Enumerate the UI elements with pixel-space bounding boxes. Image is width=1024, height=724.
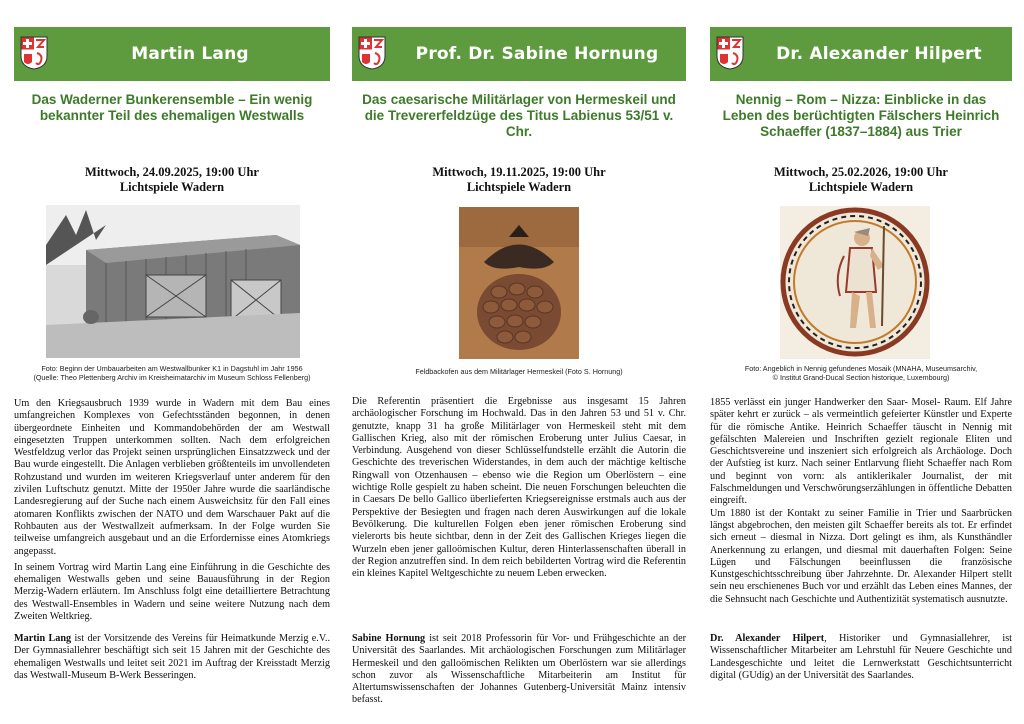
field-oven-photo bbox=[459, 207, 579, 359]
talk-title: Das caesarische Militärlager von Hermeskeil und die Trevererfeldzüge des Titus Labienus 53/51 v. Chr. bbox=[362, 92, 676, 139]
photo-caption: Foto: Beginn der Umbauarbeiten am Westwallbunker K1 in Dagstuhl im Jahr 1956 (Quelle: Theo Plettenberg Archiv im Kreisheimatarchiv im Museum Schloss Fellenberg) bbox=[33, 364, 311, 382]
event-date-time: Mittwoch, 25.02.2026, 19:00 Uhr bbox=[774, 165, 948, 179]
event-date-time: Mittwoch, 19.11.2025, 19:00 Uhr bbox=[432, 165, 606, 179]
talk-description bbox=[352, 396, 686, 584]
event-column-hornung bbox=[352, 0, 686, 724]
speaker-banner bbox=[352, 27, 686, 81]
event-column-lang bbox=[14, 0, 330, 724]
speaker-name: Martin Lang bbox=[131, 44, 249, 64]
mosaic-photo bbox=[780, 206, 930, 359]
talk-description bbox=[14, 398, 330, 627]
coat-of-arms-icon bbox=[716, 36, 744, 70]
description-paragraph: Um den Kriegsausbruch 1939 wurde in Wadern mit dem Bau eines umfangreichen Komplexes von Gefechtsständen begonnen, in denen übergeordnete Einheiten und Kommandobehörden der am Westwall eingesetzten Truppen unterkommen sollten. Nach dem erfolgreichen Westfeldzug verlor das Projekt seinen ursprünglichen Einsatzzweck und der Bau wurde eingestellt. Die Anlagen verblieben größtenteils im unvollendeten Rohzustand und wurden im weiteren Kriegsverlauf unter anderem für den zivilen Luftschutz genutzt. Mitte der 1950er Jahre wurde die saarländische Landesregierung auf der Suche nach einem Ausweichsitz für den Fall eines atomaren Konflikts zwischen der NATO und dem Warschauer Pakt auf die Rohbauten aus der Westwallzeit aufmerksam. In der Folge wurden Sie teilweise umfangreich ausgebaut und an die Erfordernisse eines Atomkriegs angepasst. bbox=[14, 398, 330, 557]
bio-text: , Historiker und Gymnasiallehrer, ist Wissenschaftlicher Mitarbeiter am Lehrstuhl für Neuere Geschichte und Landesgeschichte und leitet die Lernwerkstatt Geschichtsunterricht digital (GUdig) an der Universität des Saarlandes. bbox=[710, 633, 1012, 681]
description-paragraph: In seinem Vortrag wird Martin Lang eine Einführung in die Geschichte des ehemaligen Westwalls geben und seine Bauausführung in der Region Merzig-Wadern erläutern. Im Anschluss folgt eine detailliertere Betrachtung des Westwall-Ensembles in Wadern und seine weitere Nutzung nach dem Zweiten Weltkrieg. bbox=[14, 561, 330, 623]
photo-caption: Foto: Angeblich in Nennig gefundenes Mosaik (MNAHA, Museumsarchiv, © Institut Grand-Ducal Section historique, Luxembourg) bbox=[744, 364, 978, 382]
event-date-venue bbox=[14, 165, 330, 195]
description-paragraph: 1855 verlässt ein junger Handwerker den Saar- Mosel- Raum. Elf Jahre später kehrt er zurück – als vermeintlich gefeierter Künstler und Experte für die römische Antike. Heinrich Schaeffer täuscht in Nennig mit gefälschten Malereien und Inschriften gezielt regionale Eliten und Geschichtsvereine und inszeniert sich erfolgreich als Archäologe. Doch der Aufstieg ist kurz. Nach seiner Entlarvung flieht Schaeffer nach Rom und beginnt von vorn: als antiklerikaler Journalist, der mit Falschmeldungen und Verschwörungserzählungen in öffentliche Debatten eingreift. bbox=[710, 397, 1012, 507]
speaker-bio bbox=[352, 633, 686, 707]
event-date-venue bbox=[352, 165, 686, 195]
bio-text: ist der Vorsitzende des Vereins für Heimatkunde Merzig e.V.. Der Gymnasiallehrer beschäftigt sich seit 15 Jahren mit der Geschichte des ehemaligen Westwalls und leitet seit 2021 im Auftrag der Kreisstadt Merzig das Westwall-Museum B-Werk Besseringen. bbox=[14, 633, 330, 681]
speaker-bio bbox=[14, 633, 330, 682]
event-date-time: Mittwoch, 24.09.2025, 19:00 Uhr bbox=[85, 165, 259, 179]
photo-caption: Feldbackofen aus dem Militärlager Hermeskeil (Foto S. Hornung) bbox=[415, 367, 623, 376]
description-paragraph: Die Referentin präsentiert die Ergebnisse aus insgesamt 15 Jahren archäologischer Forschung im Hochwald. Das in den Jahren 53 und 51 v. Chr. genutzte, knapp 31 ha große Militärlager von Hermeskeil steht mit dem Gallischen Krieg, also mit der römischen Eroberung unter Julius Caesar, in Verbindung. Ausgehend von dieser Schlüsselfundstelle erzählt die Autorin die Geschichte des treverischen Widerstandes, in dem auch der mächtige keltische Ringwall von Otzenhausen – ebenso wie die Region um Oberlöstern – eine wichtige Rolle gespielt zu haben scheint. Die neuen Forschungen beleuchten die in Caesars De bello Gallico überlieferten Kriegsereignisse erstmals auch aus der Perspektive der Besiegten und fragen nach deren Auswirkungen auf die lokale Bevölkerung. Die kulturellen Folgen eben jener römischen Eroberung sind vielerorts bis heute sichtbar, denn in der Zeit des Gallischen Krieges liegen die Wurzeln eben jener galloömischen Kultur, deren Hinterlassenschaften überall in der Region anzutreffen sind. In dem reich bebilderten Vortrag wird die Referentin ein kleines Kapitel Weltgeschichte zu neuem Leben erwecken. bbox=[352, 396, 686, 580]
bio-text: ist seit 2018 Professorin für Vor- und Frühgeschichte an der Universität des Saarlandes. Mit archäologischen Forschungen zum Militärlager Hermeskeil und den galloömischen Relikten um Oberlöstern war sie allerdings schon zuvor als Wissenschaftliche Mitarbeiterin am Institut für Altertumswissenschaften der Johannes Gutenberg-Universität Mainz intensiv befasst. bbox=[352, 633, 687, 706]
speaker-banner bbox=[14, 27, 330, 81]
bunker-photo bbox=[46, 205, 300, 358]
speaker-name: Prof. Dr. Sabine Hornung bbox=[415, 44, 659, 64]
coat-of-arms-icon bbox=[20, 36, 48, 70]
event-venue: Lichtspiele Wadern bbox=[119, 180, 225, 194]
talk-title: Nennig – Rom – Nizza: Einblicke in das Leben des berüchtigten Fälschers Heinrich Schaeffer (1837–1884) aus Trier bbox=[722, 92, 1000, 139]
speaker-banner bbox=[710, 27, 1012, 81]
speaker-bio bbox=[710, 633, 1012, 682]
talk-title: Das Waderner Bunkerensemble – Ein wenig bekannter Teil des ehemaligen Westwalls bbox=[31, 92, 313, 123]
bio-name: Sabine Hornung bbox=[352, 633, 426, 644]
event-venue: Lichtspiele Wadern bbox=[466, 180, 572, 194]
talk-description bbox=[710, 397, 1012, 610]
event-venue: Lichtspiele Wadern bbox=[808, 180, 914, 194]
bio-name: Dr. Alexander Hilpert bbox=[710, 633, 825, 644]
description-paragraph: Um 1880 ist der Kontakt zu seiner Familie in Trier und Saarbrücken längst abgebrochen, den meisten gilt Schaeffer bereits als tot. Er erfindet sich erneut – diesmal in Nizza. Dort gelingt es ihm, als Kunsthändler Anerkennung zu erlangen, und diesmal mit dauerhaften Folgen: Seine Lügen und Fälschungen beeinflussen die französische Kunstgeschichtsschreibung über Jahrzehnte. Dr. Alexander Hilpert stellt sein neu erschienenes Buch vor und erzählt das Leben eines Mannes, der die Sehnsucht nach Geschichte und Authentizität systematisch ausnutzte. bbox=[710, 507, 1012, 605]
speaker-name: Dr. Alexander Hilpert bbox=[776, 44, 982, 64]
event-date-venue bbox=[710, 165, 1012, 195]
bio-name: Martin Lang bbox=[14, 633, 72, 644]
coat-of-arms-icon bbox=[358, 36, 386, 70]
event-column-hilpert bbox=[710, 0, 1012, 724]
